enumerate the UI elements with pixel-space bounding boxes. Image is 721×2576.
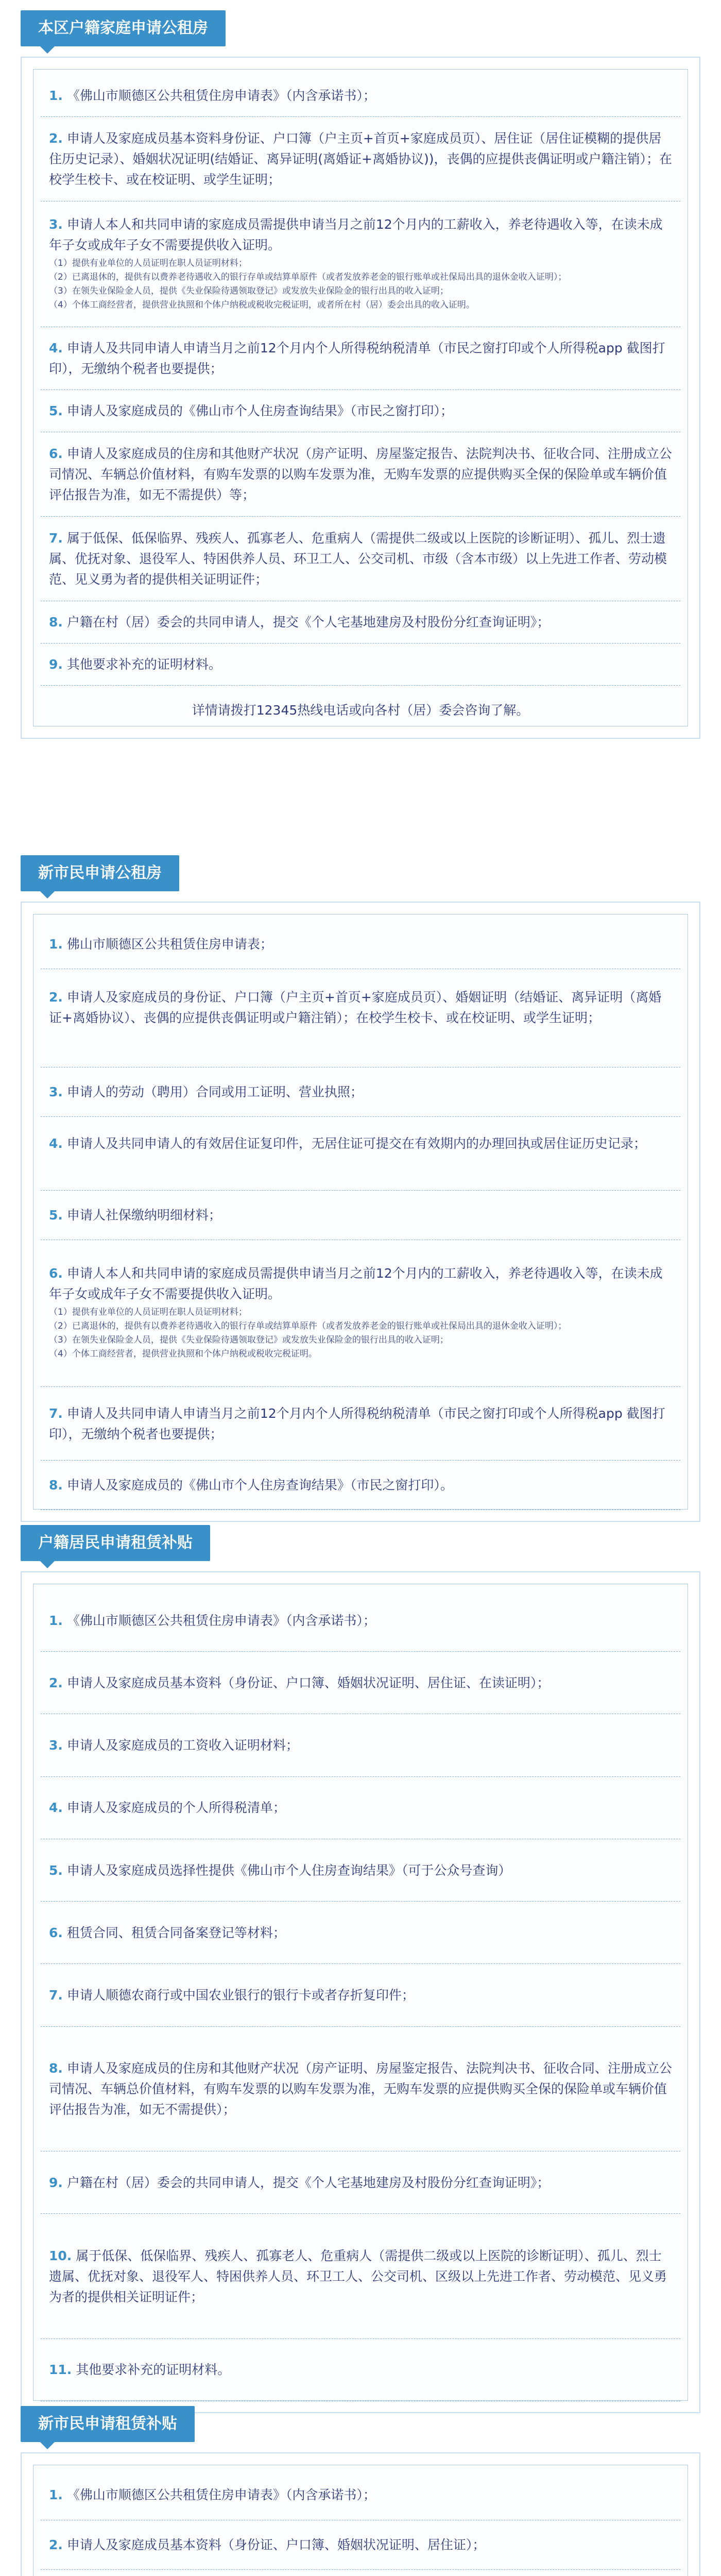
requirements-list — [33, 914, 688, 1510]
item-sub-note: （3）在领失业保险金人员，提供《失业保险待遇领取登记》或发放失业保险金的银行出具的收入证明； — [49, 285, 449, 296]
list-item — [41, 327, 680, 391]
list-item — [41, 2027, 680, 2151]
list-item — [41, 1902, 680, 1964]
section-title: 新市民申请公租房 — [21, 855, 179, 891]
list-item — [41, 2151, 680, 2214]
item-text: 属于低保、低保临界、残疾人、孤寡老人、危重病人（需提供二级或以上医院的诊断证明）、孤儿、烈士遗属、优抚对象、退役军人、特困供养人员、环卫工人、公交司机、区级以上先进工作者、劳动模范、见义勇为者的提供相关证明证件； — [49, 2248, 667, 2304]
item-text: 《佛山市顺德区公共租赁住房申请表》（内含承诺书）； — [66, 1613, 376, 1628]
list-item — [41, 1387, 680, 1461]
item-number: 1. — [49, 88, 63, 103]
list-item — [41, 1652, 680, 1714]
item-text: 申请人及家庭成员的住房和其他财产状况（房产证明、房屋鉴定报告、法院判决书、征收合同、注册成立公司情况、车辆总价值材料，有购车发票的以购车发票为准，无购车发票的应提供购买全保的保险单或车辆价值评估报告为准，如无不需提供）； — [49, 2060, 672, 2117]
item-text: 申请人及家庭成员选择性提供《佛山市个人住房查询结果》（可于公众号查询） — [66, 1862, 511, 1878]
list-item — [41, 1964, 680, 2026]
list-item — [41, 517, 680, 601]
item-sub-list — [49, 1306, 672, 1361]
item-number: 6. — [49, 1266, 63, 1281]
list-item — [41, 1117, 680, 1191]
list-item — [41, 2339, 680, 2401]
requirements-card — [21, 1571, 700, 2413]
item-number: 4. — [49, 1136, 63, 1151]
item-text: 申请人社保缴纳明细材料； — [66, 1208, 221, 1223]
item-number: 3. — [49, 1738, 63, 1753]
requirements-card — [21, 902, 700, 1522]
item-number: 8. — [49, 2060, 63, 2076]
list-item — [41, 2470, 680, 2520]
item-sub-note: （2）已离退休的，提供有以费养老待遇收入的银行存单或结算单原件（或者发放养老金的银行账单或社保局出具的退休金收入证明）； — [49, 1321, 567, 1332]
list-item — [41, 1240, 680, 1387]
item-text: 申请人及家庭成员基本资料（身份证、户口簿、婚姻状况证明、居住证、在读证明）； — [66, 1675, 550, 1690]
item-number: 8. — [49, 615, 63, 630]
requirements-list — [33, 1584, 688, 2401]
list-item — [41, 2214, 680, 2338]
item-number: 8. — [49, 1478, 63, 1493]
section-1 — [21, 10, 700, 718]
list-item — [41, 1461, 680, 1510]
list-item — [41, 1191, 680, 1240]
item-number: 4. — [49, 340, 63, 355]
item-text: 户籍在村（居）委会的共同申请人，提交《个人宅基地建房及村股份分红查询证明》； — [66, 2175, 550, 2190]
item-text: 申请人及共同申请人申请当月之前12个月内个人所得税纳税清单（市民之窗打印或个人所得税app 截图打印），无缴纳个税者也要提供； — [49, 1405, 665, 1442]
section-title: 户籍居民申请租赁补贴 — [21, 1525, 210, 1561]
item-number: 5. — [49, 403, 63, 419]
section-title: 本区户籍家庭申请公租房 — [21, 10, 226, 46]
item-text: 申请人的劳动（聘用）合同或用工证明、营业执照； — [66, 1084, 363, 1099]
item-number: 5. — [49, 1208, 63, 1223]
item-number: 7. — [49, 1405, 63, 1421]
item-text: 申请人及家庭成员的住房和其他财产状况（房产证明、房屋鉴定报告、法院判决书、征收合同、注册成立公司情况、车辆总价值材料，有购车发票的以购车发票为准，无购车发票的应提供购买全保的保险单或车辆价值评估报告为准，如无不需提供）等； — [49, 446, 672, 503]
item-sub-note: （4）个体工商经营者，提供营业执照和个体户纳税或税收完税证明，或者所在村（居）委会出具的收入证明。 — [49, 299, 475, 310]
list-item — [41, 1777, 680, 1839]
item-number: 7. — [49, 1987, 63, 2003]
requirements-list — [33, 69, 688, 726]
item-sub-note: （2）已离退休的，提供有以费养老待遇收入的银行存单或结算单原件（或者发放养老金的银行账单或社保局出具的退休金收入证明）； — [49, 272, 567, 282]
item-number: 9. — [49, 2175, 63, 2190]
list-item — [41, 201, 680, 327]
item-sub-note: （1）提供有业单位的人员证明在职人员证明材料； — [49, 258, 247, 268]
section-4 — [21, 2406, 700, 2552]
item-text: 申请人及家庭成员的《佛山市个人住房查询结果》（市民之窗打印）； — [66, 403, 453, 419]
item-text: 申请人及家庭成员的《佛山市个人住房查询结果》（市民之窗打印）。 — [66, 1478, 453, 1493]
item-text: 申请人顺德农商行或中国农业银行的银行卡或者存折复印件； — [66, 1987, 415, 2003]
item-number: 3. — [49, 1084, 63, 1099]
list-item — [41, 75, 680, 117]
item-number: 2. — [49, 1675, 63, 1690]
list-item — [41, 2570, 680, 2576]
item-sub-list — [49, 257, 672, 312]
item-number: 9. — [49, 657, 63, 672]
item-number: 5. — [49, 1862, 63, 1878]
section-2 — [21, 855, 700, 1493]
contact-note: 详情请拨打12345热线电话或向各村（居）委会咨询了解。 — [192, 703, 529, 718]
requirements-card — [21, 2452, 700, 2576]
item-number: 6. — [49, 1925, 63, 1940]
item-text: 租赁合同、租赁合同备案登记等材料； — [66, 1925, 286, 1940]
list-item — [41, 643, 680, 686]
list-item — [41, 920, 680, 969]
item-number: 2. — [49, 2537, 63, 2552]
item-text: 申请人本人和共同申请的家庭成员需提供申请当月之前12个月内的工薪收入，养老待遇收入等，在读未成年子女或成年子女不需要提供收入证明。 — [49, 216, 663, 252]
item-number: 7. — [49, 531, 63, 546]
item-text: 申请人及家庭成员的工资收入证明材料； — [66, 1738, 299, 1753]
item-text: 户籍在村（居）委会的共同申请人，提交《个人宅基地建房及村股份分红查询证明》； — [66, 615, 550, 630]
item-text: 申请人及共同申请人的有效居住证复印件，无居住证可提交在有效期内的办理回执或居住证历史记录； — [66, 1136, 646, 1151]
list-item — [41, 117, 680, 201]
item-number: 3. — [49, 216, 63, 232]
list-item — [41, 601, 680, 643]
list-item — [41, 2520, 680, 2570]
list-item — [41, 1067, 680, 1117]
item-text: 申请人及家庭成员的身份证、户口簿（户主页+首页+家庭成员页）、婚姻证明（结婚证、离异证明（离婚证+离婚协议）、丧偶的应提供丧偶证明或户籍注销）；在校学生校卡、或在校证明、或学生证明； — [49, 990, 662, 1026]
requirements-list — [33, 2465, 688, 2576]
list-item — [41, 1589, 680, 1652]
item-number: 1. — [49, 936, 63, 952]
item-sub-note: （3）在领失业保险金人员，提供《失业保险待遇领取登记》或发放失业保险金的银行出具的收入证明； — [49, 1335, 449, 1346]
requirements-card — [21, 57, 700, 739]
item-text: 属于低保、低保临界、残疾人、孤寡老人、危重病人（需提供二级或以上医院的诊断证明）、孤儿、烈士遗属、优抚对象、退役军人、特困供养人员、环卫工人、公交司机、市级（含本市级）以上先进工作者、劳动模范、见义勇为者的提供相关证明证件； — [49, 531, 667, 587]
item-text: 申请人及家庭成员基本资料（身份证、户口簿、婚姻状况证明、居住证）； — [66, 2537, 486, 2552]
item-sub-note: （1）提供有业单位的人员证明在职人员证明材料； — [49, 1307, 247, 1318]
item-text: 申请人本人和共同申请的家庭成员需提供申请当月之前12个月内的工薪收入，养老待遇收入等，在读未成年子女或成年子女不需要提供收入证明。 — [49, 1266, 663, 1302]
item-text: 《佛山市顺德区公共租赁住房申请表》（内含承诺书）； — [66, 88, 376, 103]
item-number: 4. — [49, 1800, 63, 1816]
item-number: 6. — [49, 446, 63, 462]
item-number: 11. — [49, 2362, 72, 2378]
item-text: 佛山市顺德区公共租赁住房申请表； — [66, 936, 273, 952]
section-3 — [21, 1525, 700, 2378]
section-title: 新市民申请租赁补贴 — [21, 2406, 195, 2442]
list-item — [41, 432, 680, 517]
item-number: 1. — [49, 1613, 63, 1628]
item-text: 申请人及家庭成员基本资料身份证、户口簿（户主页+首页+家庭成员页）、居住证（居住证模糊的提供居住历史记录）、婚姻状况证明(结婚证、离异证明(离婚证+离婚协议))，丧偶的应提供丧偶证明或户籍注销）；在校学生校卡、或在校证明、或学生证明； — [49, 130, 672, 187]
item-number: 10. — [49, 2248, 72, 2263]
item-number: 2. — [49, 130, 63, 146]
item-number: 2. — [49, 990, 63, 1005]
list-item — [41, 390, 680, 432]
item-text: 其他要求补充的证明材料。 — [66, 657, 221, 672]
item-sub-note: （4）个体工商经营者，提供营业执照和个体户纳税或税收完税证明。 — [49, 1349, 317, 1360]
item-text: 申请人及家庭成员的个人所得税清单； — [66, 1800, 286, 1816]
item-text: 申请人及共同申请人申请当月之前12个月内个人所得税纳税清单（市民之窗打印或个人所得税app 截图打印），无缴纳个税者也要提供； — [49, 340, 665, 376]
item-text: 其他要求补充的证明材料。 — [76, 2362, 231, 2378]
item-text: 《佛山市顺德区公共租赁住房申请表》（内含承诺书）； — [66, 2487, 376, 2503]
list-item — [41, 969, 680, 1067]
list-item — [41, 1839, 680, 1902]
list-item — [41, 1714, 680, 1776]
item-number: 1. — [49, 2487, 63, 2503]
